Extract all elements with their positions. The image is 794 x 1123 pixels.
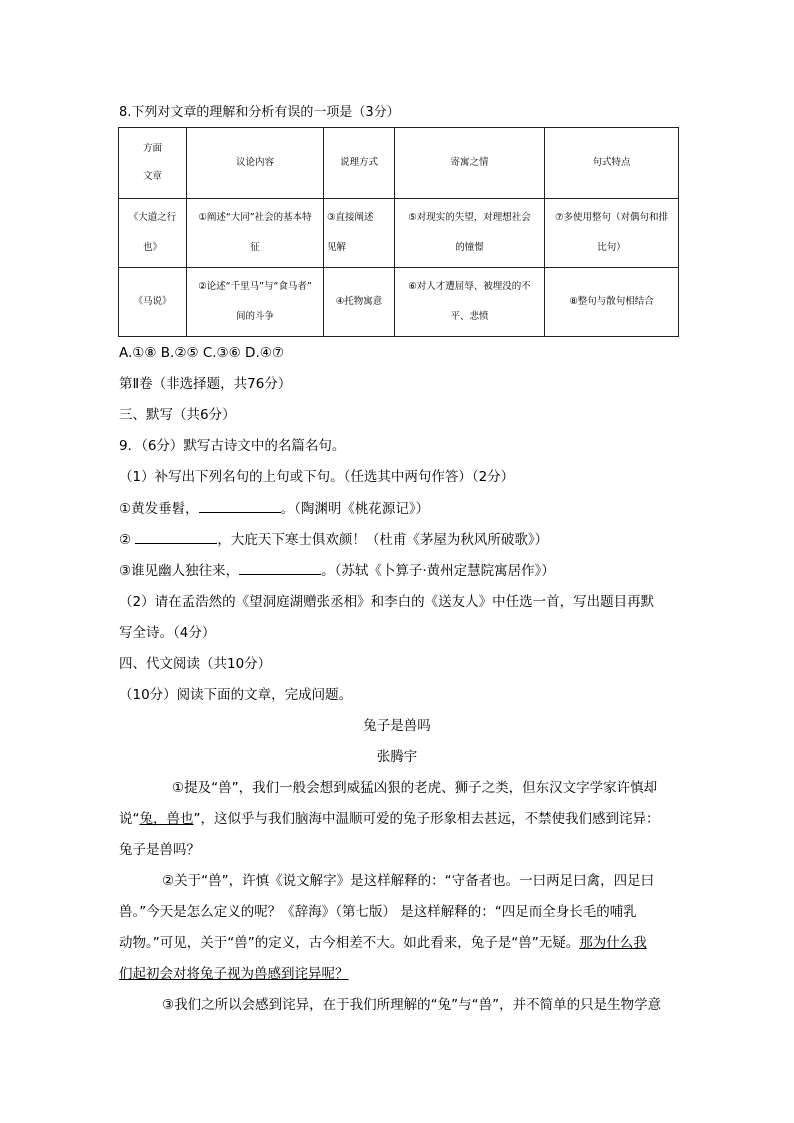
table-header-row — [119, 128, 679, 199]
p1-quote-open: 说“ — [119, 811, 140, 827]
row1-method-l2: 见解 — [327, 242, 347, 253]
article-title: 兔子是兽吗 — [363, 718, 431, 734]
header-syntax: 句式特点 — [545, 128, 679, 199]
question-9-sub2-line2: 写全诗。（4分） — [119, 625, 216, 641]
row2-content — [187, 268, 324, 337]
row2-emotion-l1: ⑥对人才遭屈辱、被埋没的不 — [408, 281, 531, 292]
header-corner-cell — [119, 128, 187, 199]
row1-syntax-l1: ⑦多使用整句（对偶句和排 — [554, 212, 669, 223]
fill-item-2-prefix: ② — [119, 532, 136, 548]
row2-method: ④托物寓意 — [324, 268, 395, 337]
row1-content-l1: ①阐述“大同”社会的基本特 — [198, 212, 312, 223]
fill-item-3-suffix: 。（苏轼《卜算子·黄州定慧院寓居作》） — [321, 563, 555, 579]
table-row — [119, 268, 679, 337]
row1-title-l2: 也》 — [142, 242, 162, 253]
fill-item-2 — [119, 529, 548, 550]
row2-content-l2: 间的斗争 — [235, 311, 274, 322]
row2-title: 《马说》 — [119, 268, 187, 337]
answer-blank-2[interactable] — [135, 529, 217, 544]
paragraph-2-line3 — [119, 933, 647, 953]
fill-item-1-prefix: ①黄发垂髫， — [119, 501, 199, 517]
row1-title-l1: 《大道之行 — [128, 212, 177, 223]
answer-blank-1[interactable] — [199, 498, 281, 513]
row2-emotion — [395, 268, 545, 337]
row1-title — [119, 199, 187, 268]
comparison-table — [118, 127, 679, 337]
table-row — [119, 199, 679, 268]
row1-emotion-l2: 的憧憬 — [455, 242, 484, 253]
fill-item-1-suffix: 。（陶渊明《桃花源记》） — [280, 501, 430, 517]
fill-item-1 — [119, 498, 429, 519]
row1-content-l2: 征 — [250, 242, 260, 253]
row2-syntax: ⑧整句与散句相结合 — [545, 268, 679, 337]
paragraph-1-line1: ①提及“兽”，我们一般会想到威猛凶狠的老虎、狮子之类，但东汉文字学家许慎却 — [172, 780, 658, 796]
row2-content-l1: ②论述“千里马”与“食马者” — [198, 281, 312, 292]
question-9-sub1: （1）补写出下列名句的上句或下句。（任选其中两句作答）（2分） — [119, 469, 515, 485]
row1-syntax-l2: 比句） — [597, 242, 626, 253]
row1-syntax — [545, 199, 679, 268]
fill-item-2-suffix: ，大庇天下寒士俱欢颜！（杜甫《茅屋为秋风所破歌》） — [217, 532, 549, 548]
row1-emotion — [395, 199, 545, 268]
header-article: 文章 — [142, 171, 162, 182]
header-method: 说理方式 — [324, 128, 395, 199]
question-9-stem: 9．（6分）默写古诗文中的名篇名句。 — [119, 438, 346, 454]
paragraph-1-line3: 兔子是兽吗？ — [119, 842, 200, 858]
fill-item-3-prefix: ③谁见幽人独往来， — [119, 563, 240, 579]
header-content: 议论内容 — [187, 128, 324, 199]
article-author: 张腾宇 — [376, 749, 418, 765]
paragraph-3-line1: ③我们之所以会感到诧异，在于我们所理解的“兔”与“兽”，并不简单的只是生物学意 — [162, 997, 662, 1013]
fill-item-3 — [119, 560, 555, 581]
section-3-heading: 三、默写（共6分） — [119, 407, 236, 423]
paragraph-2-line2: 兽。”今天是怎么定义的呢？《辞海》（第七版） 是这样解释的：“四足而全身长毛的哺乳 — [119, 904, 637, 920]
question-8-options: A.①⑧ B.②⑤ C.③⑥ D.④⑦ — [119, 345, 284, 361]
header-aspect: 方面 — [142, 143, 162, 154]
row1-emotion-l1: ⑤对现实的失望，对理想社会 — [408, 212, 531, 223]
row1-method — [324, 199, 395, 268]
p2-underlined-question-part1: 那为什么我 — [579, 935, 647, 951]
row2-emotion-l2: 平、悲愤 — [450, 311, 489, 322]
header-emotion: 寄寓之情 — [395, 128, 545, 199]
row1-method-l1: ③直接阐述 — [327, 212, 374, 223]
paragraph-2-line4 — [119, 964, 349, 984]
section-2-heading: 第Ⅱ卷（非选择题，共76分） — [119, 376, 292, 392]
answer-blank-3[interactable] — [239, 560, 321, 575]
paragraph-2-line1: ②关于“兽”，许慎《说文解字》是这样解释的：“守备者也。一曰两足曰禽，四足曰 — [162, 873, 655, 889]
p2-underlined-question-part2: 们起初会对将兔子视为兽感到诧异呢？ — [119, 966, 349, 982]
question-9-sub2-line1: （2）请在孟浩然的《望洞庭湖赠张丞相》和李白的《送友人》中任选一首，写出题目再默 — [119, 594, 655, 610]
p1-line2-rest: ”，这似乎与我们脑海中温顺可爱的兔子形象相去甚远，不禁使我们感到诧异： — [193, 811, 660, 827]
reading-intro: （10分）阅读下面的文章，完成问题。 — [119, 687, 353, 703]
p2-line3-text: 动物。”可见，关于“兽”的定义，古今相差不大。如此看来，兔子是“兽”无疑。 — [119, 935, 580, 951]
row1-content — [187, 199, 324, 268]
p1-underlined-quote: 兔，兽也 — [139, 811, 194, 827]
question-8-stem: 8.下列对文章的理解和分析有误的一项是（3分） — [119, 105, 400, 120]
section-4-heading: 四、代文阅读（共10分） — [119, 656, 272, 672]
paragraph-1-line2 — [119, 809, 660, 829]
